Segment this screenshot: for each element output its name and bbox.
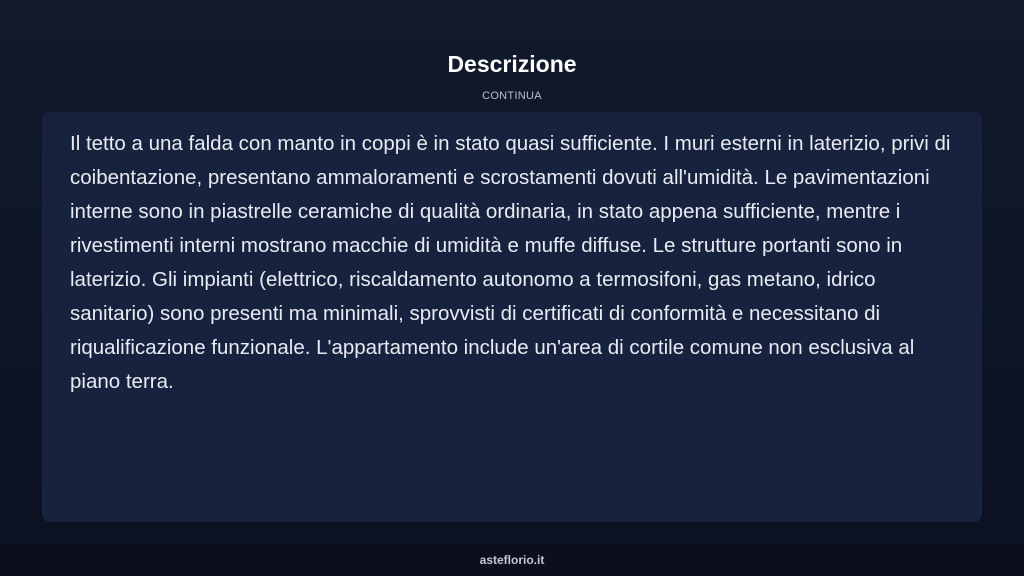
footer-bar bbox=[0, 544, 1024, 576]
footer-site-name: asteflorio.it bbox=[479, 553, 545, 567]
page-title: Descrizione bbox=[447, 51, 577, 77]
description-card bbox=[42, 112, 982, 522]
description-text: Il tetto a una falda con manto in coppi è in stato quasi sufficiente. I muri esterni in laterizio, privi di coibentazione, presentano ammaloramenti e scrostamenti dovuti all'umidità. Le pavimentazioni interne sono in piastrelle ceramiche di qualità ordinaria, in stato appena sufficiente, mentre i rivestimenti interni mostrano macchie di umidità e muffe diffuse. Le strutture portanti sono in laterizio. Gli impianti (elettrico, riscaldamento autonomo a termosifoni, gas metano, idrico sanitario) sono presenti ma minimali, sprovvisti di certificati di conformità e necessitano di riqualificazione funzionale. L'appartamento include un'area di cortile comune non esclusiva al piano terra. bbox=[70, 132, 951, 393]
page-subtitle: CONTINUA bbox=[482, 90, 542, 102]
